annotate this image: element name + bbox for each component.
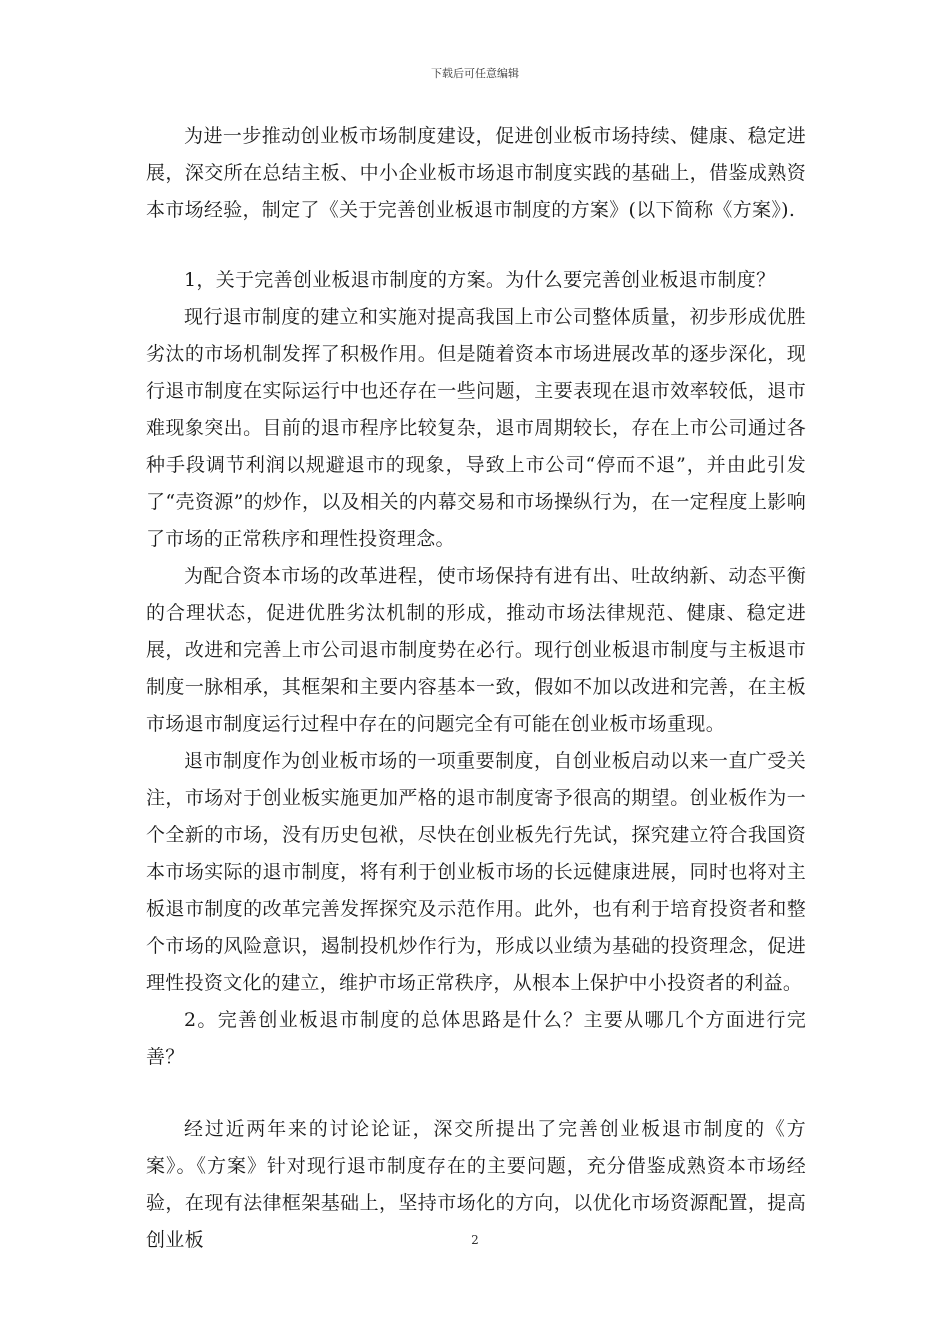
paragraph-plan-overview: 经过近两年来的讨论论证，深交所提出了完善创业板退市制度的《方案》。《方案》针对现行退市制度存在的主要问题，充分借鉴成熟资本市场经验，在现有法律框架基础上，坚持市场化的方向，以优化市场资源配置，提高创业板 <box>146 1118 806 1251</box>
paragraph-current-system: 现行退市制度的建立和实施对提高我国上市公司整体质量，初步形成优胜劣汰的市场机制发挥了积极作用。但是随着资本市场进展改革的逐步深化，现行退市制度在实际运行中也还存在一些问题，主要表现在退市效率较低，退市难现象突出。目前的退市程序比较复杂，退市周期较长，存在上市公司通过各种手段调节利润以规避退市的现象，导致上市公司“停而不退”，并由此引发了“壳资源”的炒作，以及相关的内幕交易和市场操纵行为，在一定程度上影响了市场的正常秩序和理性投资理念。 <box>146 306 806 550</box>
page-number: 2 <box>471 1233 479 1247</box>
paragraph-intro: 为进一步推动创业板市场制度建设，促进创业板市场持续、健康、稳定进展，深交所在总结主板、中小企业板市场退市制度实践的基础上，借鉴成熟资本市场经验，制定了《关于完善创业板退市制度的方案》(以下简称《方案》). <box>146 125 806 221</box>
page-header: 下载后可任意编辑 <box>431 67 519 80</box>
question-heading-2: 2。完善创业板退市制度的总体思路是什么？主要从哪几个方面进行完善？ <box>146 1009 806 1068</box>
question-heading-1: 1，关于完善创业板退市制度的方案。为什么要完善创业板退市制度？ <box>184 269 776 291</box>
document-body <box>146 118 806 1259</box>
paragraph-gem-importance: 退市制度作为创业板市场的一项重要制度，自创业板启动以来一直广受关注，市场对于创业板实施更加严格的退市制度寄予很高的期望。创业板作为一个全新的市场，没有历史包袱，尽快在创业板先行先试，探究建立符合我国资本市场实际的退市制度，将有利于创业板市场的长远健康进展，同时也将对主板退市制度的改革完善发挥探究及示范作用。此外，也有利于培育投资者和整个市场的风险意识，遏制投机炒作行为，形成以业绩为基础的投资理念，促进理性投资文化的建立，维护市场正常秩序，从根本上保护中小投资者的利益。 <box>146 750 806 994</box>
paragraph-reform-necessity: 为配合资本市场的改革进程，使市场保持有进有出、吐故纳新、动态平衡的合理状态，促进优胜劣汰机制的形成，推动市场法律规范、健康、稳定进展，改进和完善上市公司退市制度势在必行。现行创业板退市制度与主板退市制度一脉相承，其框架和主要内容基本一致，假如不加以改进和完善，在主板市场退市制度运行过程中存在的问题完全有可能在创业板市场重现。 <box>146 565 806 735</box>
